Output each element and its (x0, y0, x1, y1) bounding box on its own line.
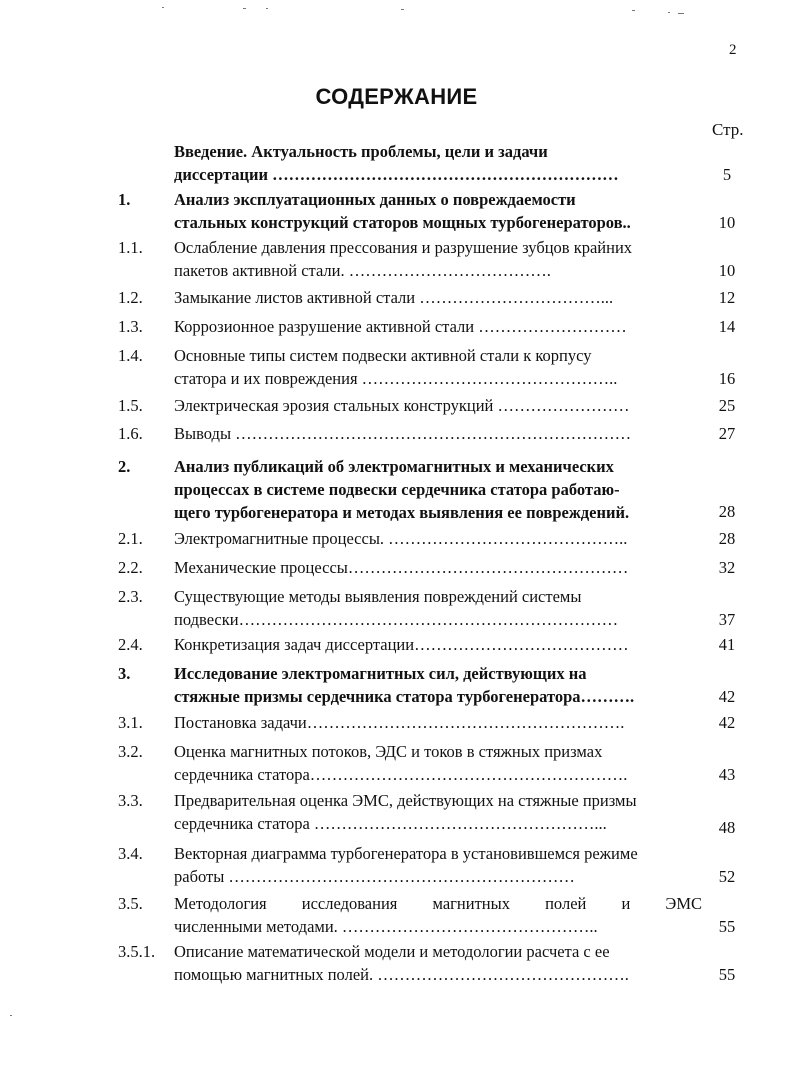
toc-entry-number: 1.3. (118, 317, 143, 336)
toc-entry-title (174, 140, 702, 186)
toc-entry-title (174, 711, 702, 734)
toc-entry-line: диссертации ……………………………………………………… (174, 165, 619, 184)
toc-entry-title (174, 286, 702, 309)
toc-entry-line: Постановка задачи…………………………………………………. (174, 713, 625, 732)
toc-entry-page: 14 (718, 317, 736, 336)
toc-entry-title (174, 315, 702, 338)
toc-entry-page: 48 (718, 818, 736, 837)
toc-entry-title (174, 842, 702, 888)
toc-entry-page: 52 (718, 867, 736, 886)
toc-entry-line: Механические процессы…………………………………………… (174, 558, 629, 577)
toc-entry-number: 1.6. (118, 424, 143, 443)
toc-entry-number: 2.1. (118, 529, 143, 548)
toc-entry-page: 28 (718, 529, 736, 548)
toc-entry-title (174, 394, 702, 417)
toc-entry-page: 41 (718, 635, 736, 654)
toc-entry-page: 37 (718, 610, 736, 629)
toc-entry-line: работы ……………………………………………………… (174, 867, 575, 886)
toc-entry-title (174, 236, 702, 282)
toc-entry-line: Коррозионное разрушение активной стали ……………………… (174, 317, 627, 336)
toc-entry-title (174, 527, 702, 550)
toc-entry-page: 16 (718, 369, 736, 388)
toc-entry-page: 28 (718, 502, 736, 521)
toc-entry-number: 1.5. (118, 396, 143, 415)
toc-entry-title (174, 789, 702, 835)
toc-entry-number: 1. (118, 190, 131, 209)
toc-entry-number: 2.3. (118, 587, 143, 606)
toc-entry-number: 3.5.1. (118, 942, 156, 961)
toc-entry-line: стяжные призмы сердечника статора турбогенератора………. (174, 687, 635, 706)
toc-entry-line: Исследование электромагнитных сил, действующих на (174, 664, 587, 683)
toc-entry-number: 1.1. (118, 238, 143, 257)
toc-entry-title (174, 556, 702, 579)
toc-entry-line: Электрическая эрозия стальных конструкций …………………… (174, 396, 630, 415)
toc-entry-title (174, 740, 702, 786)
toc-entry-title (174, 585, 702, 631)
toc-entry-line: процессах в системе подвески сердечника статора работаю- (174, 480, 620, 499)
toc-entry-page: 10 (718, 261, 736, 280)
toc-entry-number: 3.5. (118, 894, 143, 913)
toc-entry-line: сердечника статора ……………………………………………... (174, 814, 607, 833)
toc-entry-line: Анализ эксплуатационных данных о повреждаемости (174, 190, 576, 209)
toc-entry-line: Ослабление давления прессования и разрушение зубцов крайних (174, 238, 633, 257)
toc-entry-number: 3.1. (118, 713, 143, 732)
toc-entry-number: 3.2. (118, 742, 143, 761)
toc-entry-number: 2.2. (118, 558, 143, 577)
toc-entry-page: 55 (718, 917, 736, 936)
toc-entry-line: Конкретизация задач диссертации………………………………… (174, 635, 629, 654)
toc-entry-line: Оценка магнитных потоков, ЭДС и токов в стяжных призмах (174, 742, 603, 761)
toc-entry-number: 2. (118, 457, 131, 476)
toc-entry-number: 3. (118, 664, 131, 683)
toc-entry-line: статора и их повреждения ……………………………………….. (174, 369, 618, 388)
toc-entry-line: Введение. Актуальность проблемы, цели и задачи (174, 142, 548, 161)
toc-entry-line: численными методами. ……………………………………….. (174, 917, 598, 936)
toc-entry-line: помощью магнитных полей. ………………………………………. (174, 965, 629, 984)
toc-entry-page: 32 (718, 558, 736, 577)
toc-entry-line: Замыкание листов активной стали ……………………………... (174, 288, 614, 307)
toc-entry-line: Электромагнитные процессы. …………………………………….. (174, 529, 628, 548)
toc-entry-page: 27 (718, 424, 736, 443)
toc-entry-title (174, 940, 702, 986)
toc-entry-title (174, 422, 702, 445)
toc-entry-title (174, 892, 702, 938)
toc-entry-page: 12 (718, 288, 736, 307)
toc-entry-page: 42 (718, 687, 736, 706)
page-column-label: Стр. (712, 120, 744, 139)
toc-entry-line: Анализ публикаций об электромагнитных и механических (174, 457, 614, 476)
toc-entry-page: 10 (718, 213, 736, 232)
page-title: СОДЕРЖАНИЕ (315, 84, 478, 109)
toc-entry-number: 1.2. (118, 288, 143, 307)
toc-entry-line: Предварительная оценка ЭМС, действующих на стяжные призмы (174, 791, 637, 810)
toc-entry-title (174, 633, 702, 656)
toc-entry-line: сердечника статора…………………………………………………. (174, 765, 628, 784)
toc-entry-line: стальных конструкций статоров мощных турбогенераторов.. (174, 213, 631, 232)
toc-entry-line: Выводы ……………………………………………………………… (174, 424, 632, 443)
toc-entry-line: щего турбогенератора и методах выявления ее повреждений. (174, 503, 630, 522)
toc-entry-page: 5 (722, 165, 732, 184)
toc-entry-page: 43 (718, 765, 736, 784)
toc-entry-line: Описание математической модели и методологии расчета с ее (174, 942, 610, 961)
toc-entry-number: 1.4. (118, 346, 143, 365)
toc-entry-page: 55 (718, 965, 736, 984)
toc-entry-title (174, 188, 702, 234)
toc-entry-line: Методология исследования магнитных полей и ЭМС (174, 894, 702, 913)
toc-entry-page: 25 (718, 396, 736, 415)
toc-entry-title (174, 662, 702, 708)
toc-entry-line: Основные типы систем подвески активной стали к корпусу (174, 346, 592, 365)
toc-entry-number: 3.4. (118, 844, 143, 863)
toc-entry-number: 3.3. (118, 791, 143, 810)
toc-entry-line: Существующие методы выявления повреждений системы (174, 587, 582, 606)
toc-entry-page: 42 (718, 713, 736, 732)
toc-entry-line: Векторная диаграмма турбогенератора в установившемся режиме (174, 844, 638, 863)
toc-entry-line: подвески…………………………………………………………… (174, 610, 619, 629)
toc-entry-number: 2.4. (118, 635, 143, 654)
toc-entry-title (174, 344, 702, 390)
page-number: 2 (729, 42, 737, 58)
toc-entry-title (174, 455, 702, 524)
toc-entry-line: пакетов активной стали. ………………………………. (174, 261, 551, 280)
